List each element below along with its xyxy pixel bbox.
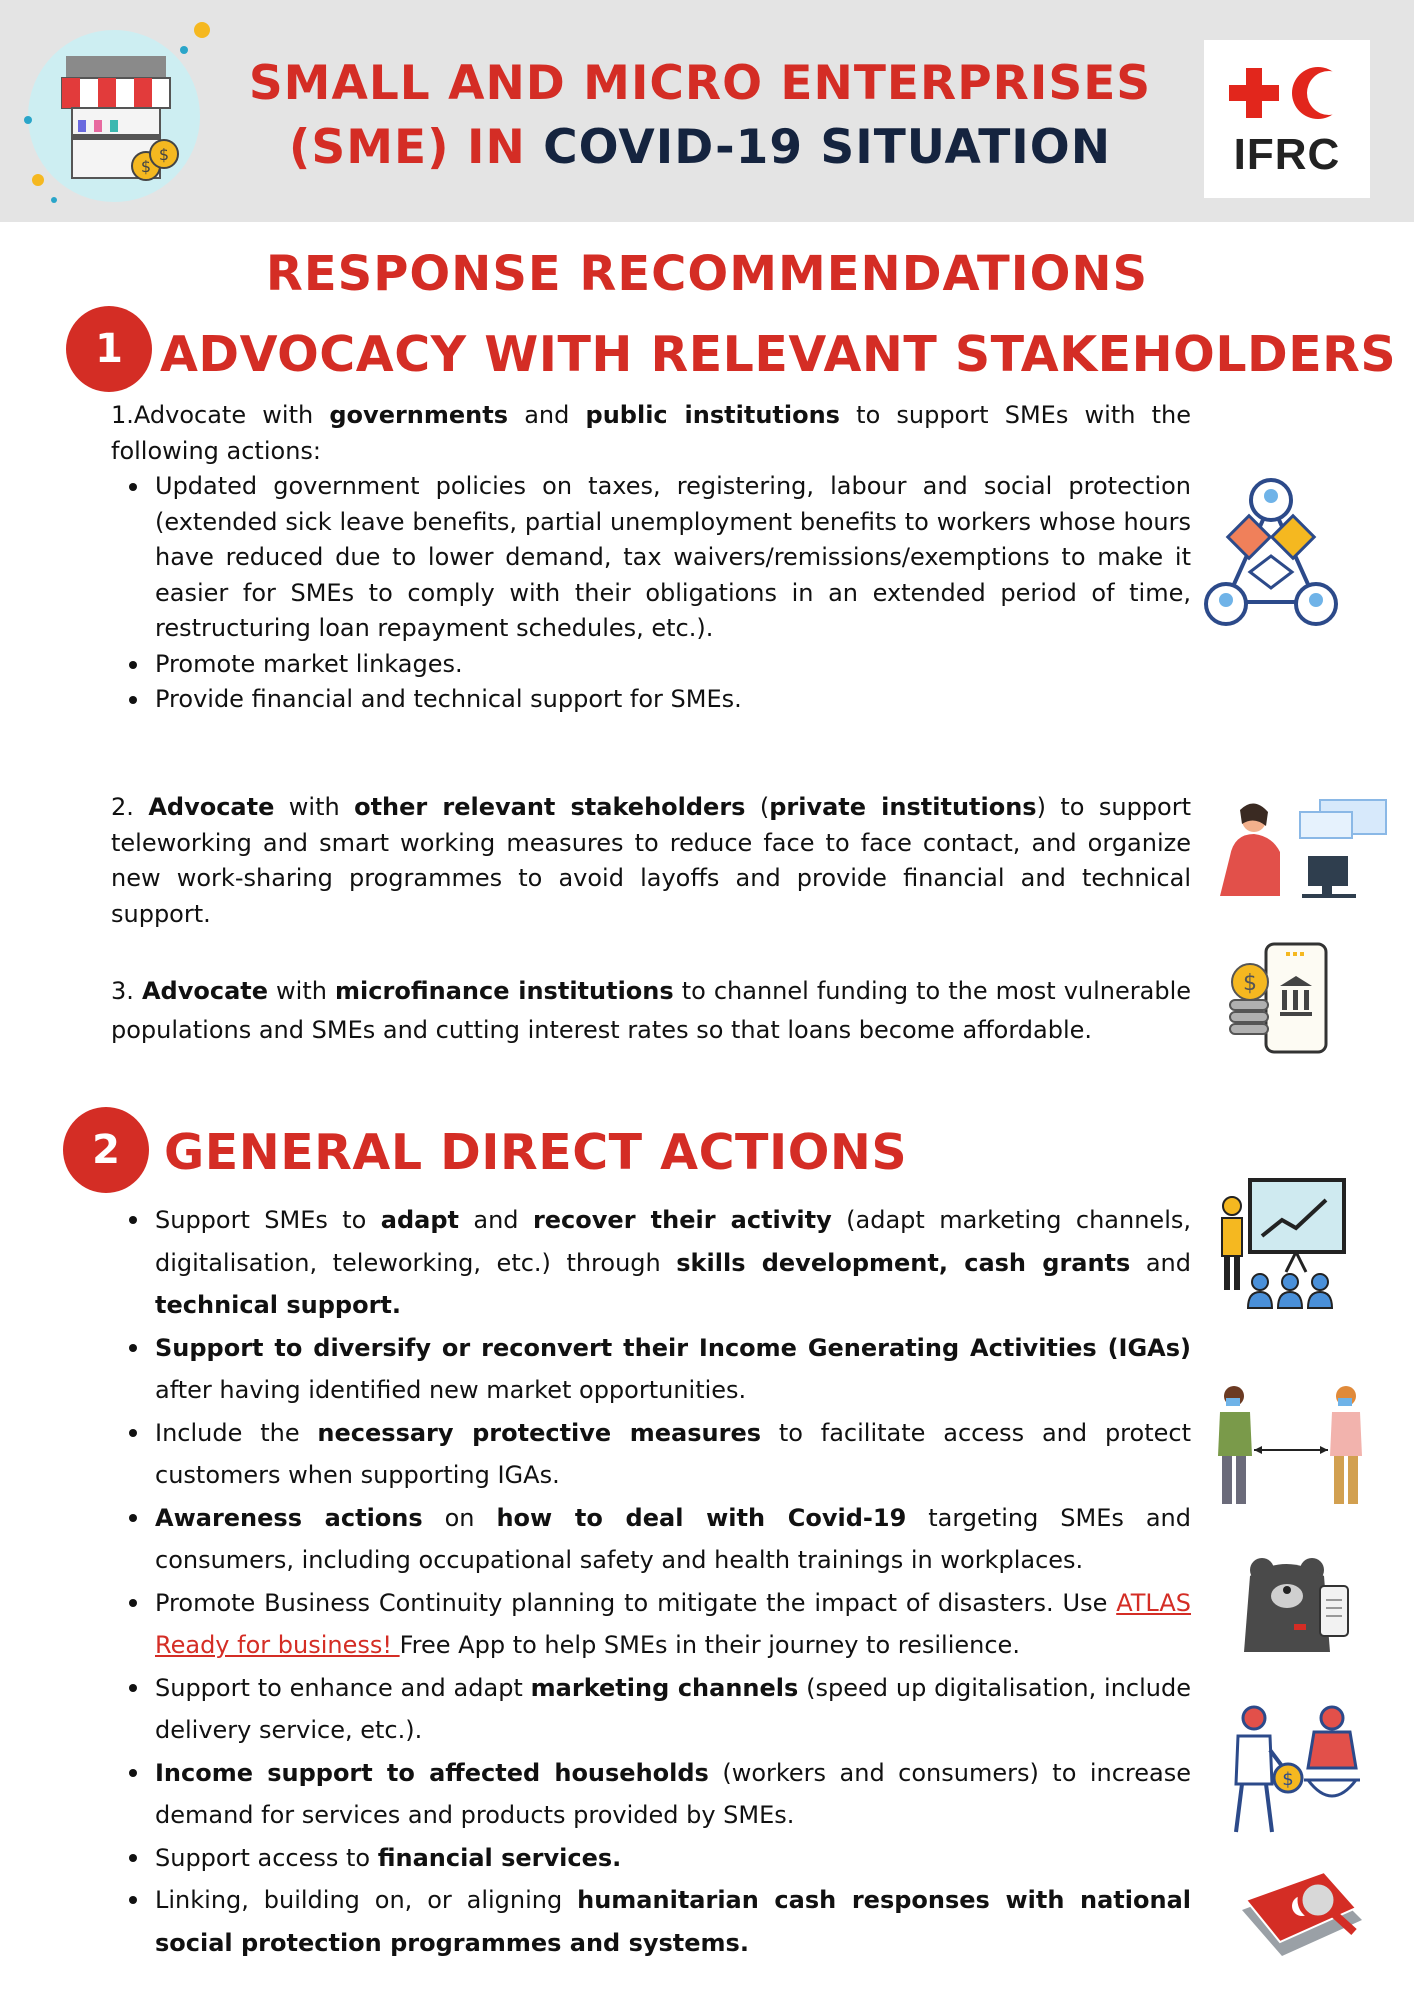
list-item: Support to diversify or reconvert their Income Generating Activities (IGAs) after having identified new market opportunities. [155,1327,1191,1412]
money-magnifier-icon [1232,1860,1366,1970]
section-2-number: 2 [63,1107,149,1193]
svg-text:$: $ [1243,971,1257,996]
ifrc-logo [1204,40,1370,198]
title-line-1: SMALL AND MICRO ENTERPRISES [248,56,1152,111]
list-item: Linking, building on, or aligning humanitarian cash responses with national social protection programmes and systems. [155,1879,1191,1964]
svg-text:$: $ [140,157,152,176]
atlas-app-link[interactable]: ATLAS Ready for business! [155,1588,1191,1659]
list-item: Income support to affected households (workers and consumers) to increase demand for services and products provided by SMEs. [155,1752,1191,1837]
svg-text:$: $ [1282,1769,1294,1790]
section-1-bullet-list [155,469,1191,718]
list-item: Promote market linkages. [155,647,1191,683]
social-distancing-icon [1210,1384,1370,1508]
section-1-paragraph-2: 2. Advocate with other relevant stakeholders (private institutions) to support teleworking and smart working measures to reduce face to face contact, and organize new work-sharing programmes to avoid layoffs and provide financial and technical support. [111,793,1191,928]
teleworking-icon [1210,796,1390,898]
training-presentation-icon [1216,1176,1346,1312]
section-1-title: ADVOCACY WITH RELEVANT STAKEHOLDERS [160,326,1397,383]
list-item: Include the necessary protective measures to facilitate access and protect customers when supporting IGAs. [155,1412,1191,1497]
section-2-title: GENERAL DIRECT ACTIONS [164,1124,908,1181]
cash-income-icon [1224,1704,1366,1836]
list-item: Updated government policies on taxes, registering, labour and social protection (extended sick leave benefits, partial unemployment benefits to workers whose hours have reduced due to lower demand, tax waivers/remissions/exemptions to make it easier for SMEs to comply with their obligations in an extended period of time, restructuring loan repayment schedules, etc.). [155,469,1191,647]
list-item: Support SMEs to adapt and recover their activity (adapt marketing channels, digitalisation, teleworking, etc.) through skills development, cash grants and technical support. [155,1199,1191,1327]
list-item: Promote Business Continuity planning to mitigate the impact of disasters. Use ATLAS Ready for business! Free App to help SMEs in their journey to resilience. [155,1582,1191,1667]
list-item: Provide financial and technical support for SMEs. [155,682,1191,718]
list-item: Support access to financial services. [155,1837,1191,1880]
logo-text: IFRC [1233,130,1341,179]
title-line-2-navy: COVID-19 SITUATION [543,120,1112,175]
title-line-2 [220,116,1180,180]
section-1-number: 1 [66,306,152,392]
section-1-paragraph-3: 3. Advocate with microfinance institutions to channel funding to the most vulnerable populations and SMEs and cutting interest rates so that loans become affordable. [111,977,1192,1044]
stakeholders-network-icon [1204,476,1338,636]
response-title: RESPONSE RECOMMENDATIONS [265,246,1149,302]
list-item: Awareness actions on how to deal with Covid-19 targeting SMEs and consumers, including occupational safety and health trainings in workplaces. [155,1497,1191,1582]
section-2-bullet-list [155,1199,1191,1964]
page-title [220,52,1180,180]
mobile-banking-icon [1226,940,1330,1056]
shop-icon [14,16,214,216]
section-1-paragraph-1: 1.Advocate with governments and public institutions to support SMEs with the following actions: [111,401,1192,465]
list-item: Support to enhance and adapt marketing channels (speed up digitalisation, include delivery service, etc.). [155,1667,1191,1752]
header-banner [0,0,1414,222]
title-line-2-red: (SME) IN [288,120,526,175]
bear-phone-icon [1240,1556,1356,1656]
red-cross-crescent-logo [1228,64,1346,124]
svg-text:$: $ [158,145,170,164]
